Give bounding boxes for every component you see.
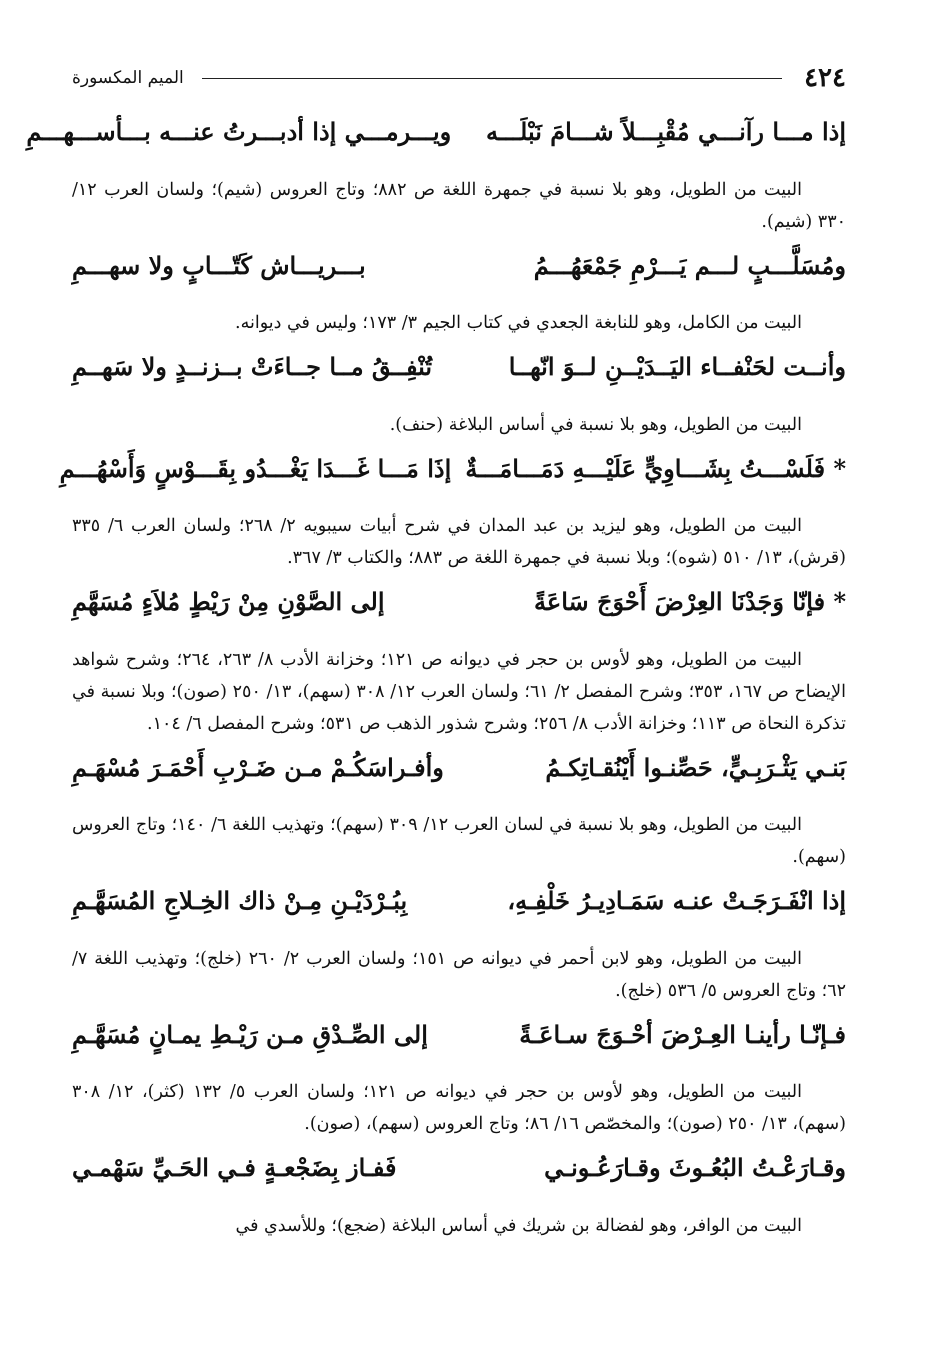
verse-line — [72, 877, 846, 925]
verse-line — [59, 445, 846, 493]
page-content — [26, 108, 846, 1246]
verse-citation: البيت من الوافر، وهو لفضالة بن شريك في أساس البلاغة (ضجع)؛ وللأسدي في — [235, 1215, 802, 1236]
verse-first-hemistich: وأنــت لحَنْفــاء اليَــدَيْــنِ لــوَ انّهــا — [508, 352, 846, 381]
verse-first-hemistich: إذا انْفَـرَجَـتْ عنـه سَمَـادِيـرُ خَلْفِـهِ، — [507, 886, 846, 915]
verse-line — [72, 744, 846, 792]
verse-entry — [72, 744, 846, 874]
verse-first-hemistich: إذا مـــا رآنـــي مُقْبِـــلاً شـــامَ نَبْلَـــه — [486, 117, 846, 146]
verse-citation: البيت من الكامل، وهو للنابغة الجعدي في كتاب الجيم ٣/ ١٧٣؛ وليس في ديوانه. — [235, 313, 802, 333]
verse-second-hemistich: تُنْفِــقُ مــا جــاءَتْ بــزنــدٍ ولا سَهــمِ — [72, 352, 433, 381]
verse-citation: البيت من الطويل، وهو لأوس بن حجر في ديوانه ص ١٢١؛ ولسان العرب ٥/ ١٣٢ (كثر)، ١٢/ ٣٠٨ (سهم)، ١٣/ ٢٥٠ (صون)؛ والمخصّص ١٦/ ٨٦؛ وتاج العروس (سهم)، (صون). — [72, 1082, 846, 1134]
header-rule — [202, 78, 782, 79]
verse-second-hemistich: ويـــرمـــي إذا أدبـــرتُ عنـــه بـــأســـهـــمِ — [26, 117, 452, 146]
verse-first-hemistich: بَنـي يَثْـرَبِـيٍّ، حَصِّنـوا أَيْنُقـاتِكـمُ — [545, 752, 846, 782]
verse-entry — [72, 1144, 846, 1242]
verse-line — [72, 1144, 846, 1192]
verse-first-hemistich: فـإنّـا رأينـا العِـرْضَ أحْـوَجَ سـاعَـةً — [519, 1019, 846, 1049]
page-number: ٤٢٤ — [804, 63, 846, 93]
running-title: الميم المكسورة — [72, 68, 184, 88]
verse-second-hemistich: إلى الصَّوْنِ مِنْ رَيْطٍ مُلاَءٍ مُسَهَّمِ — [72, 587, 385, 616]
verse-citation: البيت من الطويل، وهو بلا نسبة في جمهرة اللغة ص ٨٨٢؛ وتاج العروس (شيم)؛ ولسان العرب ١٢/ ٣٣٠ (شيم). — [72, 179, 846, 232]
page-header — [72, 60, 846, 96]
verse-entry — [72, 242, 846, 340]
verse-second-hemistich: وأفـراسَكُـمْ مـن ضَـرْبِ أَحْمَـرَ مُسْهَـمِ — [72, 752, 444, 782]
verse-line — [72, 578, 846, 626]
verse-first-hemistich: * فإنّا وَجَدْنَا العِرْضَ أَحْوَجَ سَاعَةً — [534, 587, 846, 616]
verse-entry — [72, 877, 846, 1007]
verse-first-hemistich: ومُسَلَّـــبٍ لـــم يَـــرْمِ جَمْعَهُـــمُ — [533, 250, 846, 280]
verse-second-hemistich: إذَا مَـــا غَـــدَا يَغْـــدُو بِقَـــوْسٍ وَأَسْهُـــمِ — [59, 453, 452, 483]
verse-first-hemistich: وقـارَعْـتُ البُعُـوثَ وقـارَعُـونـي — [544, 1153, 846, 1182]
verse-entry — [59, 445, 846, 575]
verse-line — [26, 108, 846, 156]
verse-entry — [72, 343, 846, 441]
verse-citation: البيت من الطويل، وهو لأوس بن حجر في ديوانه ص ١٢١؛ وخزانة الأدب ٨/ ٢٦٣، ٢٦٤؛ وشرح شواهد الإيضاح ص ١٦٧، ٣٥٣؛ وشرح المفصل ٢/ ٦١؛ ولسان العرب ١٢/ ٣٠٨ (سهم)، ١٣/ ٢٥٠ (صون)؛ وبلا نسبة في تذكرة النحاة ص ١١٣؛ وخزانة الأدب ٨/ ٢٥٦؛ وشرح شذور الذهب ص ٥٣١؛ وشرح المفصل ٦/ ١٠٤. — [72, 649, 846, 734]
verse-entry — [72, 578, 846, 740]
verse-second-hemistich: بـــريـــاش كَتّـــابٍ ولا سهـــمِ — [72, 250, 366, 280]
verse-citation: البيت من الطويل، وهو بلا نسبة في لسان العرب ١٢/ ٣٠٩ (سهم)؛ وتهذيب اللغة ٦/ ١٤٠؛ وتاج العروس (سهم). — [72, 815, 846, 867]
verse-entry — [26, 108, 846, 238]
verse-entry — [72, 1011, 846, 1141]
verse-second-hemistich: إلى الصِّـدْقِ مـن رَيْـطِ يمـانٍ مُسَهَّـمِ — [72, 1019, 428, 1049]
verse-line — [72, 242, 846, 290]
verse-citation: البيت من الطويل، وهو لابن أحمر في ديوانه ص ١٥١؛ ولسان العرب ٢/ ٢٦٠ (خلج)؛ وتهذيب اللغة ٧/ ٦٢؛ وتاج العروس ٥/ ٥٣٦ (خلج). — [72, 948, 846, 1001]
verse-citation: البيت من الطويل، وهو بلا نسبة في أساس البلاغة (حنف). — [389, 414, 802, 435]
verse-line — [72, 1011, 846, 1059]
verse-first-hemistich: * فَلَسْـــتُ بِشَـــاوِيٍّ عَلَيْـــهِ دَمَـــامَـــةٌ — [465, 453, 846, 483]
verse-line — [72, 343, 846, 391]
verse-citation: البيت من الطويل، وهو ليزيد بن عبد المدان في شرح أبيات سيبويه ٢/ ٢٦٨؛ ولسان العرب ٦/ ٣٣٥ (قرش)، ١٣/ ٥١٠ (شوه)؛ وبلا نسبة في جمهرة اللغة ص ٨٨٣؛ والكتاب ٣/ ٣٦٧. — [72, 516, 846, 568]
verse-second-hemistich: بِبُـرْدَيْـنِ مِـنْ ذاك الخِـلاجِ المُسَهَّـمِ — [72, 886, 408, 915]
verse-second-hemistich: فَفـاز بِضَجْعـةٍ فـي الحَـيِّ سَهْمـي — [72, 1153, 397, 1182]
